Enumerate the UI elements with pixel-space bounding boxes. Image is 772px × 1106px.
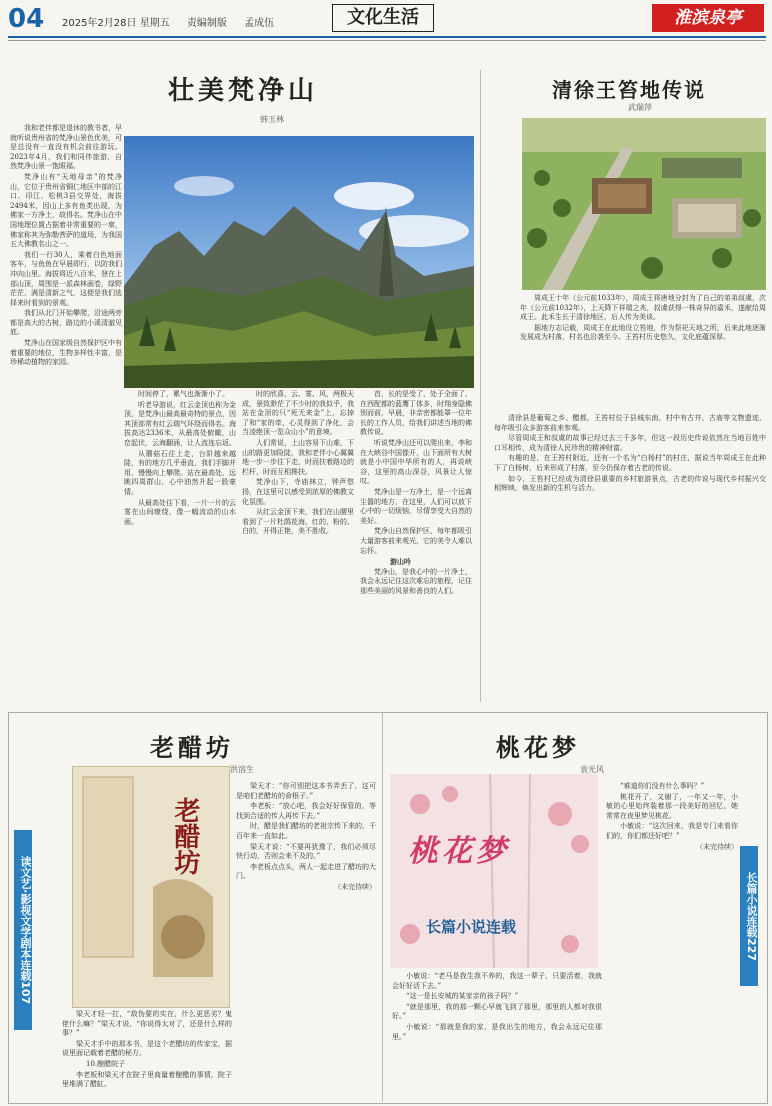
issue-date: 2025年2月28日 星期五	[62, 18, 170, 29]
article1-author: 韩玉林	[260, 115, 284, 124]
paragraph: 李老板点点头，两人一起走进了醋坊的大门。	[236, 862, 376, 881]
header-rule	[8, 36, 766, 38]
paragraph: 据地方志记载，周成王在此地设立笞地，作为祭祀天地之所，后来此地逐渐发展成为村落，村名也沿袭至今。王笞村历史悠久，文化底蕴深厚。	[520, 323, 766, 342]
paragraph: 我们从北门开始攀爬，沿途两旁都是高大的古树，路边的小溪清澈见底。	[10, 309, 122, 337]
paragraph: 梵净山是一方净土，是一个远离尘嚣的地方，在这里，人们可以放下心中的一切烦恼，尽情享受大自然的美好。	[360, 487, 472, 525]
paragraph: 从蘑菇石往上走，台阶越来越陡，有的地方几乎垂直，我们手脚并用，慢慢向上攀爬。站在最高处，远眺四周群山，心中油然升起一股豪情。	[124, 449, 236, 496]
paragraph: 从红云金顶下来，我们在山腰里看到了一片杜鹃花海，红的、粉的、白的，开得正艳，美不胜收。	[242, 508, 354, 536]
paragraph: 尽管周成王和叔虞的故事已经过去三千多年，但这一段历史传说依然在当地百姓中口耳相传，成为清徐人民珍贵的精神财富。	[494, 434, 766, 452]
article2-author: 武瑞萍	[628, 103, 652, 112]
mountain-illustration	[124, 136, 474, 388]
article3-column-right	[236, 782, 376, 1098]
paragraph: 清徐县是葡萄之乡、醋都，王笞村位于县城东南，村中有古井、古庙等文物遗迹，每年吸引众多游客前来参观。	[494, 414, 766, 432]
book-cover-subtitle: 长篇小说连载	[426, 918, 517, 936]
article1-column-4	[360, 390, 472, 700]
page-header	[0, 0, 772, 36]
article4-title: 桃花梦	[496, 733, 580, 762]
article2-title: 清徐王笞地传说	[552, 78, 706, 102]
paragraph: 梁天才：“你可别把这本书弄丢了，这可是咱们老醋坊的命根子。”	[236, 782, 376, 800]
article4-column-left	[392, 972, 602, 1100]
paragraph: 听说梵净山还可以爬出来，李和在大峡谷中国像开，山下面所有大树就是小中国中华所有的人，再说峡谷，这里的高山深谷，风景让人惊叹。	[360, 438, 472, 486]
paragraph: 我和老伴都是退休的教书者，早就听说贵州省的梵净山景色优美，可是总没有一直没有机会前往游玩。2023年4月，我们和同伴旅游，自然梵净山景一饱眼福。	[10, 124, 122, 171]
article3-author: 洪溶生	[230, 765, 254, 774]
paragraph: 梵净山自然保护区，每年都吸引大量游客前来观光，它的美令人难以忘怀。	[360, 527, 472, 555]
paragraph: 梵净山，是我心中的一片净土，我会永远记住这次难忘的旅程，记住那些美丽的风景和善良的人们。	[360, 567, 472, 595]
article1-title: 壮美梵净山	[168, 76, 319, 106]
proofreader-label: 孟成伍	[244, 18, 275, 29]
paragraph: 桃花开了，又谢了，一年又一年，小敏的心里始终装着那一段美好的回忆，她常常在夜里梦见桃花。	[606, 792, 738, 820]
paragraph: 周成王十年（公元前1033年），周成王将唐地分封为了自己的弟弟叔虞，次年（公元前1032年），上天降下祥瑞之兆，叔虞获得一株奇异的嘉禾，遂献给周成王。此禾生长于清徐地区，后人传为美谈。	[520, 294, 766, 322]
poem-title: 游山吟	[390, 557, 411, 567]
paragraph: 从最高处往下看，一片一片的云雾在山间缭绕，像一幅流动的山水画。	[124, 498, 236, 526]
article2-column-top	[520, 294, 766, 410]
paragraph: 时的欣喜，云、雾、风，两极天成，景致渺茫了不少时的我似乎，我站在金顶的只“死无来金”上，忘掉了和“家的牵，心灵得到了净化，会当凌绝顶一览众山小”的意境。	[242, 390, 354, 437]
article1-column-left	[10, 124, 122, 700]
editor-label: 责编制版	[186, 18, 227, 29]
article4-author: 袁光风	[580, 765, 604, 774]
paragraph: 我们一行30人，乘着白色地面客车，与鱼鱼在早晨即行，以防我们冲向山里。海拔将近八百米，登在上部山顶，周围是一派森林画卷，绿野茫茫，满是清新之气，这便是我们选择来时看到的景观。	[10, 250, 122, 307]
paragraph: 梵净山下，寺庙林立，钟声悠扬，在这里可以感受到浓厚的佛教文化氛围。	[242, 478, 354, 506]
to-be-continued: （未完待续）	[334, 882, 376, 891]
article1-column-3	[242, 390, 354, 700]
paragraph: 李老板和梁天才在院子里商量着酿醋的事情，院子里堆满了醋缸。	[62, 1070, 232, 1089]
article3-series-tag: 读文艺·影视文学剧本连载107	[14, 830, 32, 1030]
paragraph: 时间停了，累气也渐渐小了。	[138, 390, 229, 398]
paragraph: 人们常说，上山容易下山难，下山的路更加险陡，我和老伴小心翼翼地一步一步往下走，时而扶着路边的栏杆，时而互相搀扶。	[242, 438, 354, 476]
book-cover-title: 老醋坊	[170, 797, 200, 875]
book-cover-illustration	[390, 774, 598, 968]
village-photo	[522, 118, 766, 290]
section-title: 文化生活	[332, 4, 434, 32]
paragraph: “就是那里，我的那一颗心早就飞到了那里，那里的人都对我很好。”	[392, 1002, 602, 1021]
paragraph: 有趣的是，在王笞村附近，还有一个名为“白杨村”的村庄，据说当年周成王在此种下了白杨树，后来形成了村落，至今仍保存着古老的传说。	[494, 454, 766, 472]
paragraph: 听老导游说，红云金顶也称为金顶，是梵净山最高最奇特的景点，因其顶部常有红云瑞气环绕而得名。海拔高达2336米，从最高处俯瞰，山峦起伏，云海翻涌，让人流连忘返。	[124, 400, 236, 447]
article1-column-2	[124, 390, 236, 700]
header-thin-rule	[8, 40, 766, 41]
paragraph: “难道你们没有什么事吗？”	[620, 782, 705, 790]
column-divider	[480, 70, 481, 702]
paragraph: 梁天才说：“不要再犹豫了，我们必须尽快行动，否则会来不及的。”	[236, 842, 376, 861]
article3-column-left	[62, 1010, 232, 1100]
paragraph: 梁天才轻一扛，“敌伪要的实在，什么更恶劣？鬼佬什么嘛？”梁天才说，“你说得太对了，还是什么样的事？”	[62, 1010, 232, 1038]
paragraph: 梵净山有“天地母亲”的梵净山，它位于贵州省铜仁地区中部的江口、印江、松桃3县交界处，海拔2494米，因山上多有鱼类出现，为佛家一方净土，故得名。梵净山在中国地理位置占据着非常重要的一席，佛家称其为弥勒菩萨的道场，为我国五大佛教名山之一。	[10, 172, 122, 249]
article3-title: 老醋坊	[150, 733, 234, 762]
book-cover-image	[72, 766, 230, 1008]
article2-column-bottom	[494, 414, 766, 704]
book-cover-image	[390, 774, 598, 968]
book-cover-title: 桃花梦	[408, 834, 510, 869]
village-illustration	[522, 118, 766, 290]
paragraph: 小敏说：“这次回来，我是专门来看你们的，你们都还好吧？”	[606, 822, 738, 840]
page-number: 04	[8, 4, 45, 34]
paragraph: 李老板：“放心吧，我会好好保管的，等找到合适的传人再传下去。”	[236, 802, 376, 820]
paragraph: 梁天才手中的那本书，是这个老醋坊的传家宝，据说里面记载着老醋的秘方。	[62, 1039, 232, 1058]
to-be-continued: （未完待续）	[696, 842, 738, 851]
paragraph: “这一是长安城的某家亲的孩子吗？”	[406, 992, 519, 1001]
paragraph: 首，长的是受了，处于全面了，在西配都的蓝鹰丁体多，时翔身隐佛别而前，早晨，非亲密都能罩一位年长的工作人员，给我们讲述当地的佛教传说。	[360, 390, 472, 437]
header-meta	[62, 14, 288, 29]
book-cover-illustration	[73, 767, 229, 1007]
article4-series-tag: 长篇小说连载227	[740, 846, 758, 986]
paragraph: 如今，王笞村已经成为清徐县重要的乡村旅游景点，古老的传说与现代乡村振兴交相辉映，焕发出新的生机与活力。	[494, 474, 766, 493]
paragraph: 梵净山在国家级自然保护区中有着重要的地位，生物多样性丰富，是珍稀动植物的家园。	[10, 339, 122, 367]
paragraph: 小敏说：“那就是我的家，是我出生的地方，我会永远记住那里。”	[392, 1022, 602, 1041]
paragraph: 小敏说：“老马是我生我不养的，我这一辈子，只要活着，我就会好好活下去。”	[392, 972, 602, 990]
scene-heading: 10.酿醋院子	[86, 1059, 126, 1068]
bottom-divider	[382, 712, 383, 1102]
newspaper-logo: 淮滨泉亭	[652, 4, 764, 32]
paragraph: 时，醋是我们醋坊的老祖宗传下来的，千百年来一直如此。	[236, 822, 376, 840]
article4-column-right	[606, 782, 738, 1098]
mountain-photo	[124, 136, 474, 388]
